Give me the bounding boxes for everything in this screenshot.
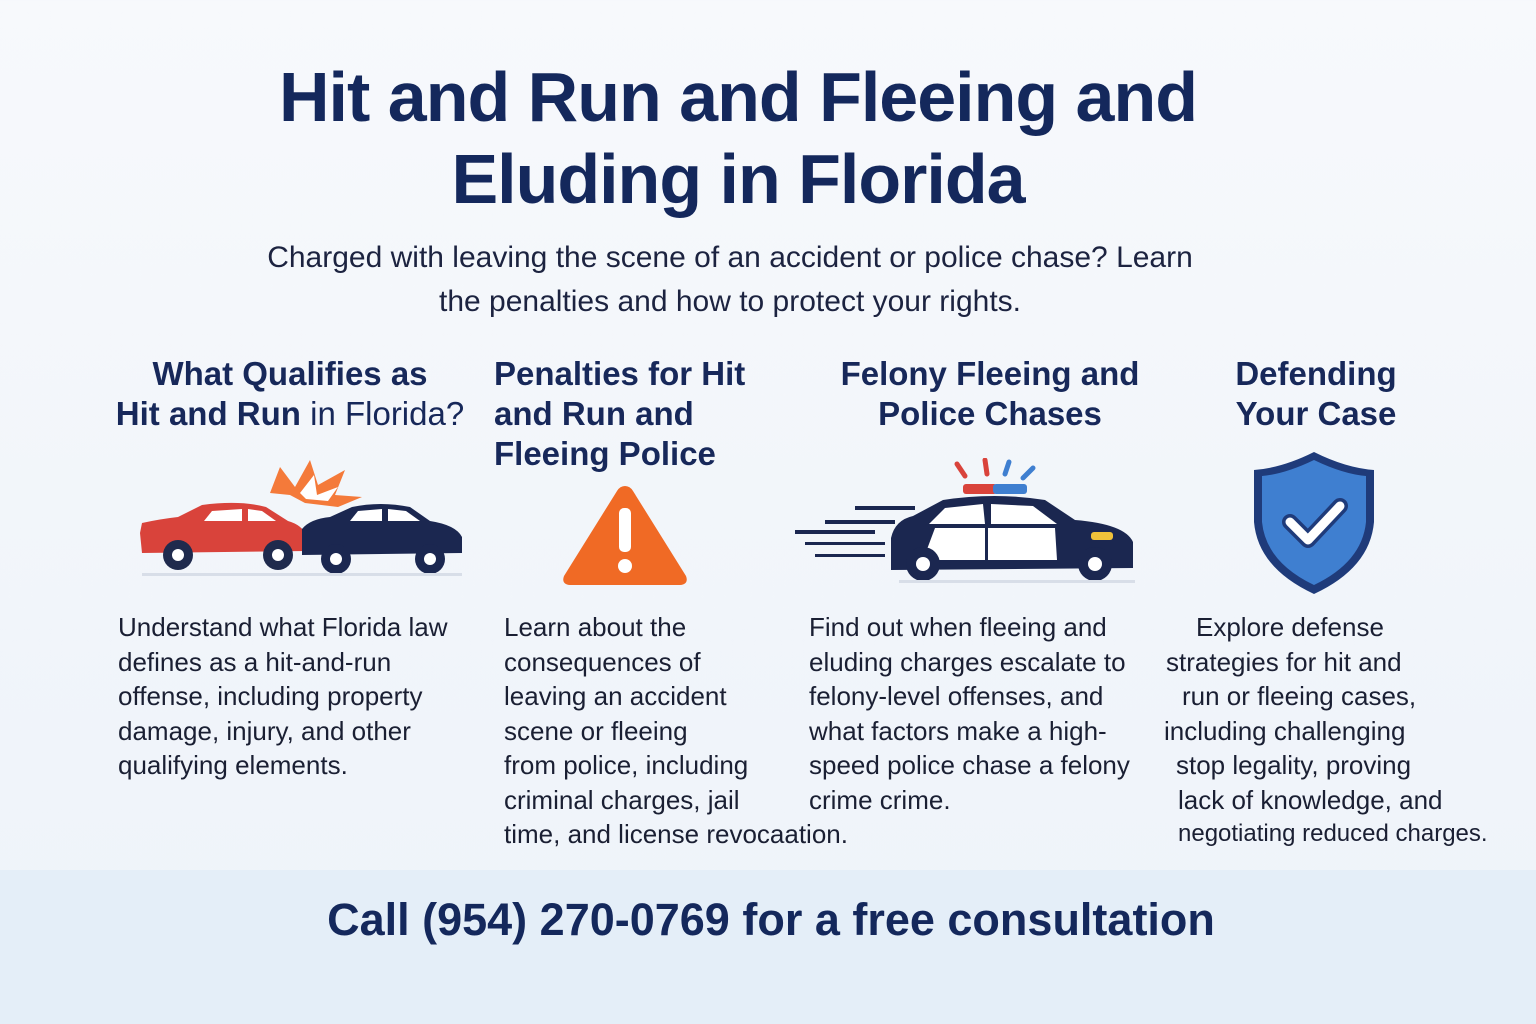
subtitle-line-1: Charged with leaving the scene of an accident or police chase? Learn xyxy=(267,241,1193,274)
body-line: from police, including xyxy=(504,750,749,780)
body-line: including challenging xyxy=(1164,715,1406,746)
section-heading-penalties xyxy=(494,354,784,474)
page-title-line-1: Hit and Run and Fleeing and xyxy=(279,58,1197,136)
section-body-penalties xyxy=(504,610,848,852)
body-line: time, and license revocaation. xyxy=(504,819,848,849)
body-line: criminal charges, jail xyxy=(504,784,740,815)
body-line: lack of knowledge, and xyxy=(1178,784,1443,815)
section-heading-hit-and-run xyxy=(100,354,480,434)
body-line: eluding charges escalate to xyxy=(809,646,1126,677)
car-collision-icon xyxy=(130,455,470,585)
shield-check-icon xyxy=(1250,450,1378,596)
body-line: strategies for hit and xyxy=(1166,646,1402,677)
section-body-hit-and-run xyxy=(118,610,448,783)
heading-line: What Qualifies as xyxy=(152,355,428,392)
call-to-action: Call (954) 270-0769 for a free consultation xyxy=(327,894,1215,945)
heading-line: Fleeing Police xyxy=(494,435,716,472)
body-line: consequences of xyxy=(504,646,701,677)
body-line: defines as a hit-and-run xyxy=(118,646,392,677)
body-line: felony-level offenses, and xyxy=(809,681,1104,711)
body-line: speed police chase a felony xyxy=(809,750,1130,780)
body-line: stop legality, proving xyxy=(1176,750,1412,780)
heading-line: Penalties for Hit xyxy=(494,355,746,392)
body-line: scene or fleeing xyxy=(504,715,688,746)
body-line: leaving an accident xyxy=(504,681,727,711)
warning-triangle-icon xyxy=(558,480,692,590)
heading-line: Your Case xyxy=(1235,395,1397,432)
body-line: offense, including property xyxy=(118,681,423,711)
body-line: damage, injury, and other xyxy=(118,715,411,746)
heading-line: and Run and xyxy=(494,395,694,432)
heading-segment: Hit and Run xyxy=(115,395,301,432)
section-body-defending xyxy=(1164,610,1488,852)
body-line: Understand what Florida law xyxy=(118,612,448,642)
body-line: run or fleeing cases, xyxy=(1182,681,1417,711)
section-heading-defending xyxy=(1200,354,1432,434)
body-line: what factors make a high- xyxy=(809,715,1107,746)
page-title xyxy=(0,56,1476,220)
page-subtitle xyxy=(190,236,1270,324)
heading-line: Felony Fleeing and xyxy=(840,355,1140,392)
page-title-line-2: Eluding in Florida xyxy=(451,140,1025,218)
body-line: negotiating reduced charges. xyxy=(1178,820,1488,847)
heading-line xyxy=(100,394,480,434)
heading-line: Police Chases xyxy=(878,395,1102,432)
police-car-icon xyxy=(795,458,1140,588)
heading-line: Defending xyxy=(1235,355,1397,392)
subtitle-line-2: the penalties and how to protect your rights. xyxy=(438,285,1021,318)
section-body-felony-fleeing xyxy=(809,610,1130,817)
heading-segment: in Florida? xyxy=(310,395,465,432)
body-line: Learn about the xyxy=(504,612,687,642)
body-line: qualifying elements. xyxy=(118,750,348,780)
body-line: Find out when fleeing and xyxy=(809,612,1107,642)
body-line: crime crime. xyxy=(809,784,951,815)
section-heading-felony-fleeing xyxy=(820,354,1160,434)
body-line: Explore defense xyxy=(1196,612,1384,642)
